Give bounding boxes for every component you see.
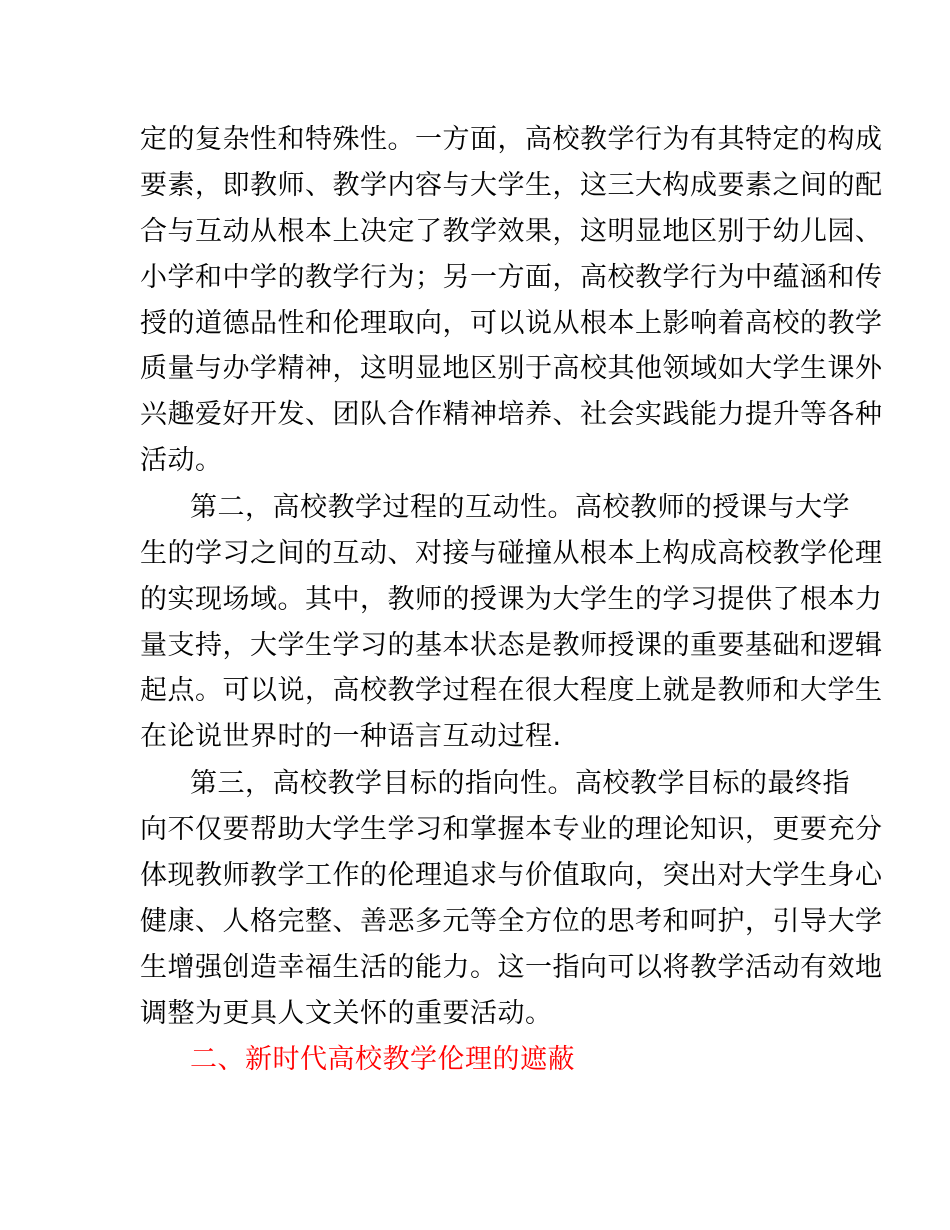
paragraph-line: 小学和中学的教学行为；另一方面，高校教学行为中蕴涵和传 (140, 262, 883, 293)
paragraph-line: 活动。 (140, 445, 223, 476)
paragraph-line: 生的学习之间的互动、对接与碰撞从根本上构成高校教学伦理 (140, 538, 883, 569)
paragraph-line: 兴趣爱好开发、团队合作精神培养、社会实践能力提升等各种 (140, 399, 883, 430)
paragraph-line: 的实现场域。其中，教师的授课为大学生的学习提供了根本力 (140, 584, 883, 615)
paragraph-line: 要素，即教师、教学内容与大学生，这三大构成要素之间的配 (140, 170, 883, 201)
paragraph-line: 生增强创造幸福生活的能力。这一指向可以将教学活动有效地 (140, 952, 883, 983)
paragraph-line: 授的道德品性和伦理取向，可以说从根本上影响着高校的教学 (140, 308, 883, 339)
paragraph-line: 在论说世界时的一种语言互动过程. (140, 721, 562, 752)
paragraph-line: 第三，高校教学目标的指向性。高校教学目标的最终指 (190, 768, 850, 799)
paragraph-line: 量支持，大学生学习的基本状态是教师授课的重要基础和逻辑 (140, 630, 883, 661)
section-heading: 二、新时代高校教学伦理的遮蔽 (190, 1044, 575, 1075)
paragraph-line: 健康、人格完整、善恶多元等全方位的思考和呵护，引导大学 (140, 906, 883, 937)
paragraph-line: 向不仅要帮助大学生学习和掌握本专业的理论知识，更要充分 (140, 814, 883, 845)
paragraph-line: 定的复杂性和特殊性。一方面，高校教学行为有其特定的构成 (140, 124, 883, 155)
paragraph-line: 起点。可以说，高校教学过程在很大程度上就是教师和大学生 (140, 675, 883, 706)
paragraph-line: 体现教师教学工作的伦理追求与价值取向，突出对大学生身心 (140, 860, 883, 891)
paragraph-line: 合与互动从根本上决定了教学效果，这明显地区别于幼儿园、 (140, 216, 883, 247)
paragraph-line: 质量与办学精神，这明显地区别于高校其他领域如大学生课外 (140, 353, 883, 384)
paragraph-line: 第二，高校教学过程的互动性。高校教师的授课与大学 (190, 492, 850, 523)
paragraph-line: 调整为更具人文关怀的重要活动。 (140, 998, 553, 1029)
